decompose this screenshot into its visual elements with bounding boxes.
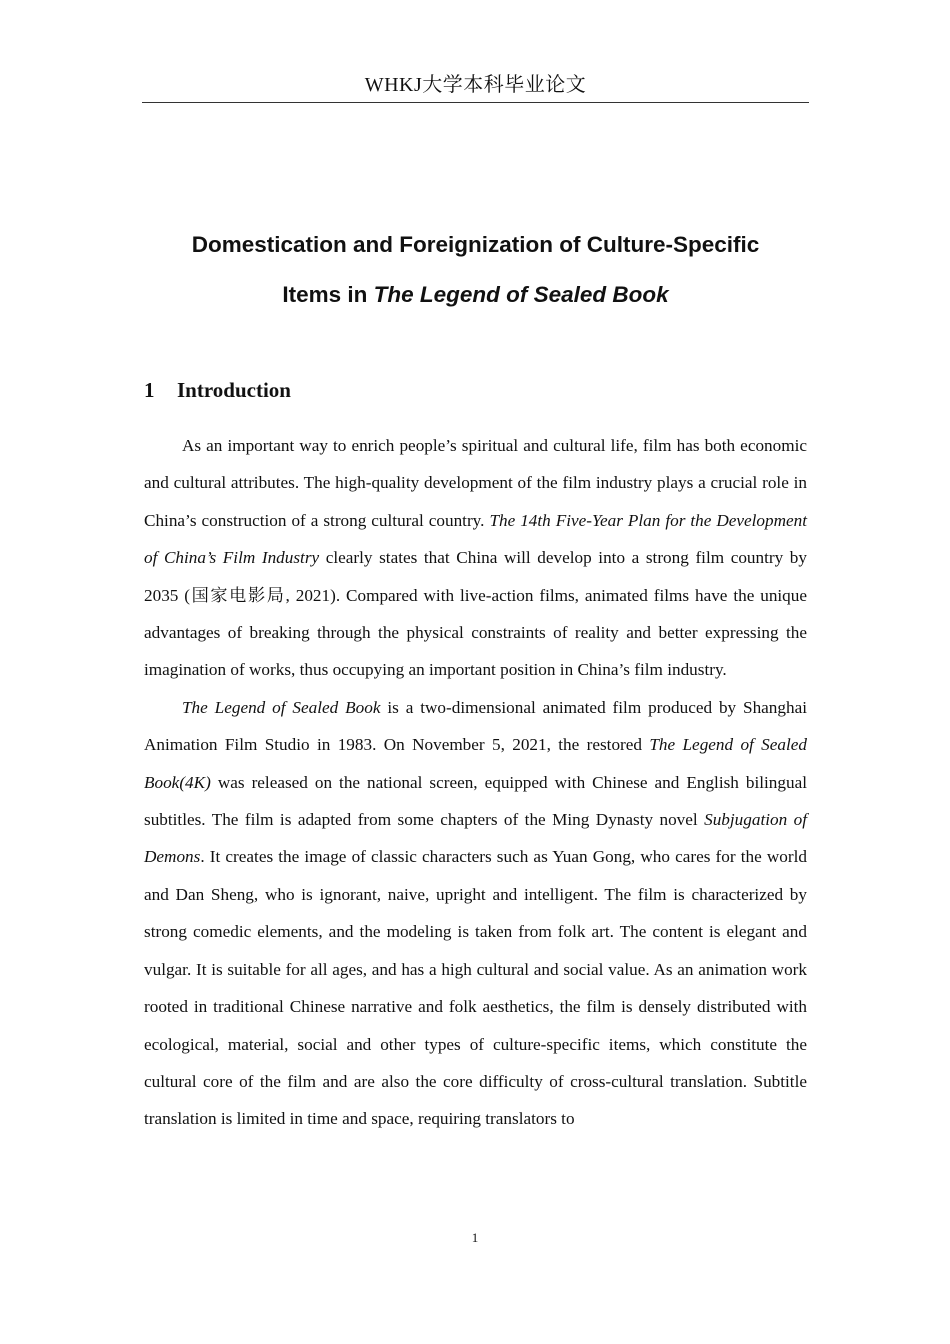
thesis-title-line-1: Domestication and Foreignization of Culture-Specific: [191, 232, 760, 257]
running-header-title: WHKJ大学本科毕业论文: [364, 74, 587, 96]
section-heading: [144, 375, 291, 405]
paragraph: [144, 427, 807, 689]
paragraph-italic-title: The 14th Five-Year Plan for the Development of China’s Film Industry: [144, 510, 808, 568]
paragraph-text: is a two-dimensional animated film produced by Shanghai Animation Film Studio in 1983. On November 5, 2021, the restored: [144, 697, 807, 755]
page-number: 1: [471, 1230, 479, 1245]
thesis-title-line-2: [142, 270, 809, 320]
thesis-title: [142, 220, 809, 320]
paragraph-italic-title: The Legend of Sealed Book: [182, 697, 381, 717]
section-number: 1: [144, 378, 155, 402]
section-title: Introduction: [177, 378, 291, 402]
paragraph-italic-title: Subjugation of Demons: [144, 810, 807, 867]
paragraph-text: As an important way to enrich people’s spiritual and cultural life, film has both economic and cultural attributes. The high-quality development of the film industry plays a crucial role in China’s construction of a strong cultural country.: [144, 436, 807, 530]
paragraph-italic-title: The Legend of Sealed Book(4K): [144, 735, 807, 792]
thesis-title-prefix: Items in: [282, 282, 374, 307]
thesis-title-film-name: The Legend of Sealed Book: [373, 282, 669, 307]
running-header: [142, 70, 809, 103]
paragraph-text: . It creates the image of classic characters such as Yuan Gong, who cares for the world and Dan Sheng, who is ignorant, naive, upright and intelligent. The film is characterized by strong comedic elements, and the modeling is taken from folk art. The content is elegant and vulgar. It is suitable for all ages, and has a high cultural and social value. As an animation work rooted in traditional Chinese narrative and folk aesthetics, the film is densely distributed with ecological, material, social and other types of culture-specific items, which constitute the cultural core of the film and are also the core difficulty of cross-cultural translation. Subtitle translation is limited in time and space, requiring translators to: [144, 847, 807, 1129]
paragraph-text: clearly states that China will develop into a strong film country by 2035 (国家电影局, 2021). Compared with live-action films, animated films have the unique advantages of breaking through the physical constraints of reality and better expressing the imagination of works, thus occupying an important position in China’s film industry.: [144, 548, 807, 680]
body-text: [144, 427, 807, 1138]
paragraph-text: was released on the national screen, equipped with Chinese and English bilingual subtitles. The film is adapted from some chapters of the Ming Dynasty novel: [144, 772, 807, 830]
paragraph: [144, 689, 807, 1138]
